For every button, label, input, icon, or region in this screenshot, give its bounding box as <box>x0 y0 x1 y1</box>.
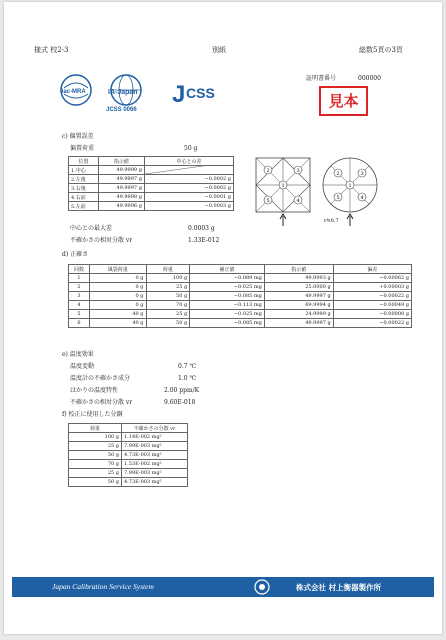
accreditation-logos <box>56 70 226 118</box>
cell: −0.089 mg <box>190 274 265 283</box>
cell: 49.9998 g <box>98 193 144 202</box>
diagram-label: 2 <box>266 168 270 174</box>
max-diff-label: 中心との最大差 <box>70 225 113 232</box>
cell: 3.右後 <box>69 184 99 193</box>
diagram-label: 2 <box>336 171 340 177</box>
cell: 70 g <box>69 460 122 469</box>
cell: 4.右前 <box>69 193 99 202</box>
cell: 2 <box>69 283 90 292</box>
cell: −0.00022 g <box>333 319 411 328</box>
table-row <box>69 193 234 202</box>
cell: 25 g <box>69 469 122 478</box>
cell: 6 <box>69 319 90 328</box>
col-count: 回数 <box>69 265 90 274</box>
col-load: 荷重 <box>69 424 122 433</box>
col-tare: 風袋荷重 <box>90 265 147 274</box>
diagram-label: 5 <box>336 195 340 201</box>
weights-table <box>68 423 188 487</box>
footer-system-name: Japan Calibration Service System <box>52 582 154 591</box>
cert-number-label: 証明書番号 <box>306 75 337 82</box>
relative-variance-label: 不確かさの相対分散 vr <box>70 237 133 244</box>
diagram-label: 1 <box>281 183 285 189</box>
table-row <box>69 442 188 451</box>
accuracy-table <box>68 264 412 328</box>
cell: −0.025 mg <box>190 310 265 319</box>
col-position: 位置 <box>69 157 99 166</box>
temp-variation-value: 0.7 ℃ <box>178 363 197 370</box>
svg-text:CSS: CSS <box>186 85 215 101</box>
diagram-label: 1 <box>348 183 352 189</box>
section-d-heading: d) 正確さ <box>62 251 89 258</box>
cell: −0.00008 g <box>333 310 411 319</box>
cell: 49.9999 g <box>98 166 144 175</box>
cell: 50 g <box>69 451 122 460</box>
specimen-stamp: 見本 <box>319 86 368 116</box>
cell: −0.00062 g <box>333 274 411 283</box>
cell: 25 g <box>146 310 190 319</box>
form-number: 様式 校2-3 <box>34 46 69 54</box>
svg-text:J: J <box>172 81 186 108</box>
cell: 24.9999 g <box>264 310 333 319</box>
cell: 1.中心 <box>69 166 99 175</box>
page-title: 別紙 <box>212 46 226 54</box>
diagram-label: 4 <box>360 195 364 201</box>
thermometer-uncertainty-value: 1.0 ℃ <box>178 375 197 382</box>
cell: 49.9997 g <box>98 175 144 184</box>
cell: 4.73E-003 mg² <box>122 451 188 460</box>
cell: 1.53E-002 mg² <box>122 460 188 469</box>
relative-variance-value: 1.33E-012 <box>188 237 220 244</box>
table-row <box>69 310 412 319</box>
cell: 3 <box>69 292 90 301</box>
page-count: 総数5頁の3頁 <box>359 46 403 54</box>
cell: 0 g <box>90 274 147 283</box>
col-indication: 指示値 <box>264 265 333 274</box>
cell: 49.9997 g <box>264 319 333 328</box>
cell: −0.0002 g <box>144 175 233 184</box>
col-center-diff: 中心との差 <box>144 157 233 166</box>
cell: 4.73E-003 mg² <box>122 478 188 487</box>
cell: 7.99E-003 mg² <box>122 469 188 478</box>
table-row <box>69 301 412 310</box>
diagram-label: 3 <box>360 171 364 177</box>
cell: 50 g <box>146 292 190 301</box>
table-row <box>69 202 234 211</box>
col-load: 荷重 <box>146 265 190 274</box>
table-row <box>69 166 234 175</box>
table-row <box>69 460 188 469</box>
diagonal-cell <box>144 166 233 175</box>
cell: 50 g <box>146 319 190 328</box>
section-c-heading: c) 偏置誤差 <box>62 133 94 140</box>
max-diff-value: 0.0003 g <box>188 225 215 232</box>
iajapan-label: IA-Japan <box>108 89 138 96</box>
cell: 5 <box>69 310 90 319</box>
temp-variation-label: 温度変動 <box>70 363 95 370</box>
cell: −0.0003 g <box>144 202 233 211</box>
table-row <box>69 451 188 460</box>
table-row <box>69 283 412 292</box>
cell: 49.9997 g <box>98 184 144 193</box>
cell: −0.00022 g <box>333 292 411 301</box>
col-correction: 補正値 <box>190 265 265 274</box>
cell: 0 g <box>90 292 147 301</box>
radius-label: r≒0.7 <box>324 218 339 224</box>
table-row <box>69 184 234 193</box>
cell: 100 g <box>69 433 122 442</box>
cell: 0 g <box>90 301 147 310</box>
offset-weight-value: 50 g <box>184 145 198 152</box>
certificate-page <box>4 2 442 634</box>
cell: 2.左後 <box>69 175 99 184</box>
section-f-heading: f) 校正に使用した分銅 <box>62 411 123 418</box>
cell: 49.9997 g <box>264 292 333 301</box>
table-row <box>69 292 412 301</box>
table-row <box>69 175 234 184</box>
cell: −0.085 mg <box>190 319 265 328</box>
cell: 40 g <box>90 310 147 319</box>
diagram-label: 5 <box>266 198 270 204</box>
cell: 25 g <box>69 442 122 451</box>
company-logo-icon <box>254 579 270 595</box>
section-e-heading: e) 温度効果 <box>62 351 94 358</box>
cell: 25.0000 g <box>264 283 333 292</box>
diagram-label: 4 <box>296 198 300 204</box>
cell: −0.0001 g <box>144 193 233 202</box>
temp-variance-value: 9.60E-018 <box>164 399 196 406</box>
cell: 0 g <box>90 283 147 292</box>
ilac-label: ilac-MRA <box>60 89 86 95</box>
cell: 1 <box>69 274 90 283</box>
cell: 70 g <box>146 301 190 310</box>
offset-weight-label: 偏置荷重 <box>70 145 95 152</box>
cell: −0.025 mg <box>190 283 265 292</box>
offset-table <box>68 156 234 211</box>
cell: 69.9994 g <box>264 301 333 310</box>
scale-temp-char-value: 2.00 ppm/K <box>164 387 200 394</box>
cell: 5.左前 <box>69 202 99 211</box>
thermometer-uncertainty-label: 温度計の不確かさ成分 <box>70 375 131 382</box>
cell: 40 g <box>90 319 147 328</box>
col-variance: 不確かさの分散 vr <box>122 424 188 433</box>
cell: 7.99E-003 mg² <box>122 442 188 451</box>
cell: 50 g <box>69 478 122 487</box>
temp-variance-label: 不確かさの相対分散 vr <box>70 399 133 406</box>
cell: −0.00049 g <box>333 301 411 310</box>
table-row <box>69 478 188 487</box>
col-deviation: 偏差 <box>333 265 411 274</box>
offset-position-diagram-icon <box>254 156 384 228</box>
table-row <box>69 469 188 478</box>
footer-bar <box>12 577 434 597</box>
scale-temp-char-label: はかりの温度特性 <box>70 387 119 394</box>
footer-company: 株式会社 村上衡器製作所 <box>296 583 382 592</box>
cell: −0.085 mg <box>190 292 265 301</box>
cell: 99.9993 g <box>264 274 333 283</box>
cell: −0.113 mg <box>190 301 265 310</box>
cell: 25 g <box>146 283 190 292</box>
col-indication: 指示値 <box>98 157 144 166</box>
cell: 100 g <box>146 274 190 283</box>
table-row <box>69 274 412 283</box>
cell: 1.14E-002 mg² <box>122 433 188 442</box>
cell: 49.9996 g <box>98 202 144 211</box>
cell: −0.0002 g <box>144 184 233 193</box>
diagram-label: 3 <box>296 168 300 174</box>
jcss-id: JCSS 0066 <box>106 107 137 113</box>
table-row <box>69 319 412 328</box>
cell: 4 <box>69 301 90 310</box>
table-row <box>69 433 188 442</box>
cert-number: 000000 <box>358 75 381 82</box>
cell: +0.00003 g <box>333 283 411 292</box>
